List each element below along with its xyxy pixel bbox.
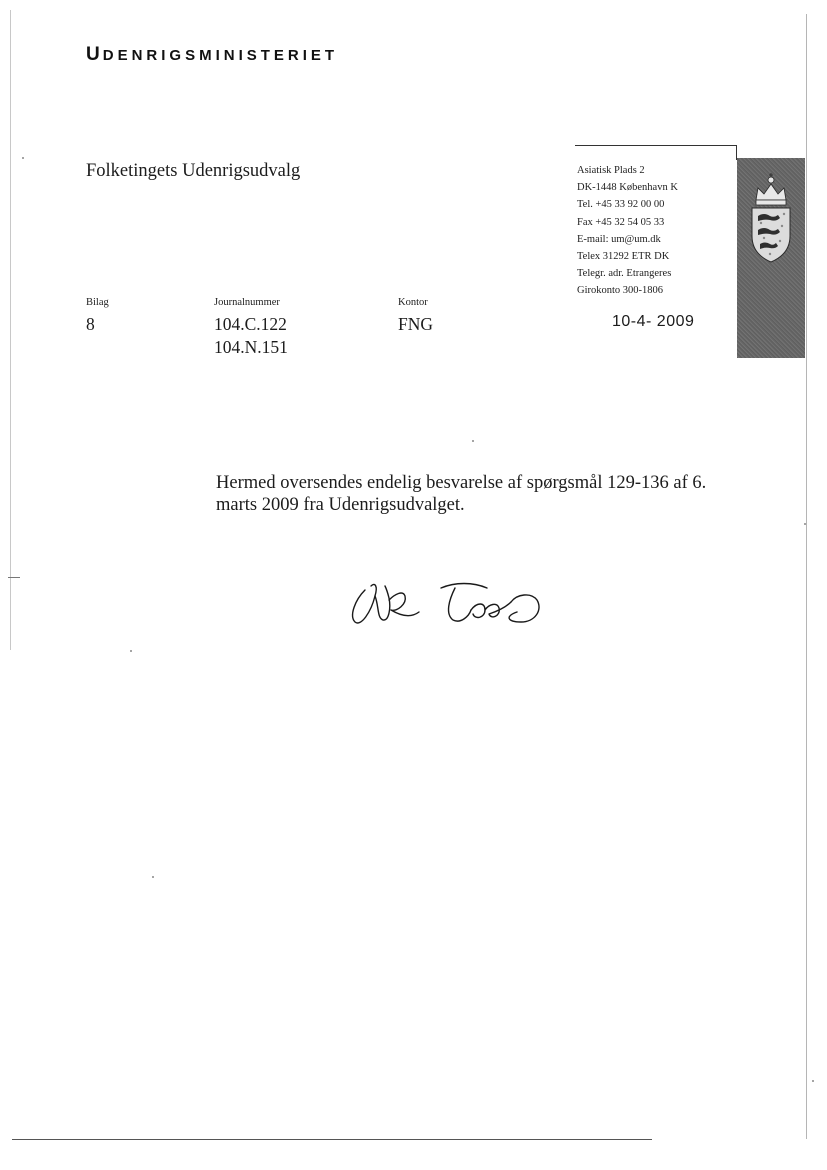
letter-date: 10-4- 2009 (612, 313, 695, 330)
recipient: Folketingets Udenrigsudvalg (86, 161, 301, 181)
bilag-value: 8 (86, 314, 95, 334)
scan-edge-left (10, 10, 11, 650)
danish-coat-of-arms-icon (746, 170, 796, 270)
scan-speck (22, 157, 24, 159)
scan-mark (8, 577, 20, 578)
bilag-label: Bilag (86, 297, 109, 308)
scan-speck (130, 650, 132, 652)
scan-edge-bottom (12, 1139, 652, 1140)
scan-speck (152, 876, 154, 878)
scan-speck (472, 440, 474, 442)
address-phone: Tel. +45 33 92 00 00 (577, 199, 665, 211)
journal-value-2: 104.N.151 (214, 337, 288, 357)
journal-label: Journalnummer (214, 297, 280, 308)
scan-speck (812, 1080, 814, 1082)
address-telex: Telex 31292 ETR DK (577, 251, 670, 263)
address-telegram: Telegr. adr. Etrangeres (577, 268, 672, 280)
address-fax: Fax +45 32 54 05 33 (577, 216, 665, 228)
kontor-value: FNG (398, 314, 434, 334)
kontor-label: Kontor (398, 297, 428, 308)
address-block (577, 162, 678, 300)
address-street: Asiatisk Plads 2 (577, 165, 645, 176)
address-email: E-mail: um@um.dk (577, 233, 661, 245)
address-rule (575, 145, 737, 146)
scan-speck (804, 523, 806, 525)
ministry-name-rest: DENRIGSMINISTERIET (102, 47, 339, 64)
crest-panel (737, 158, 805, 358)
signature-image (345, 572, 555, 632)
letter-body: Hermed oversendes endelig besvarelse af spørgsmål 129-136 af 6. marts 2009 fra Udenrigsudvalget. (216, 473, 707, 515)
journal-value-1: 104.C.122 (214, 314, 287, 334)
scan-edge-right (806, 14, 807, 1139)
address-postal: DK-1448 København K (577, 182, 678, 194)
ministry-name (86, 44, 338, 66)
address-giro: Girokonto 300-1806 (577, 285, 664, 297)
ministry-initial: U (86, 44, 103, 65)
